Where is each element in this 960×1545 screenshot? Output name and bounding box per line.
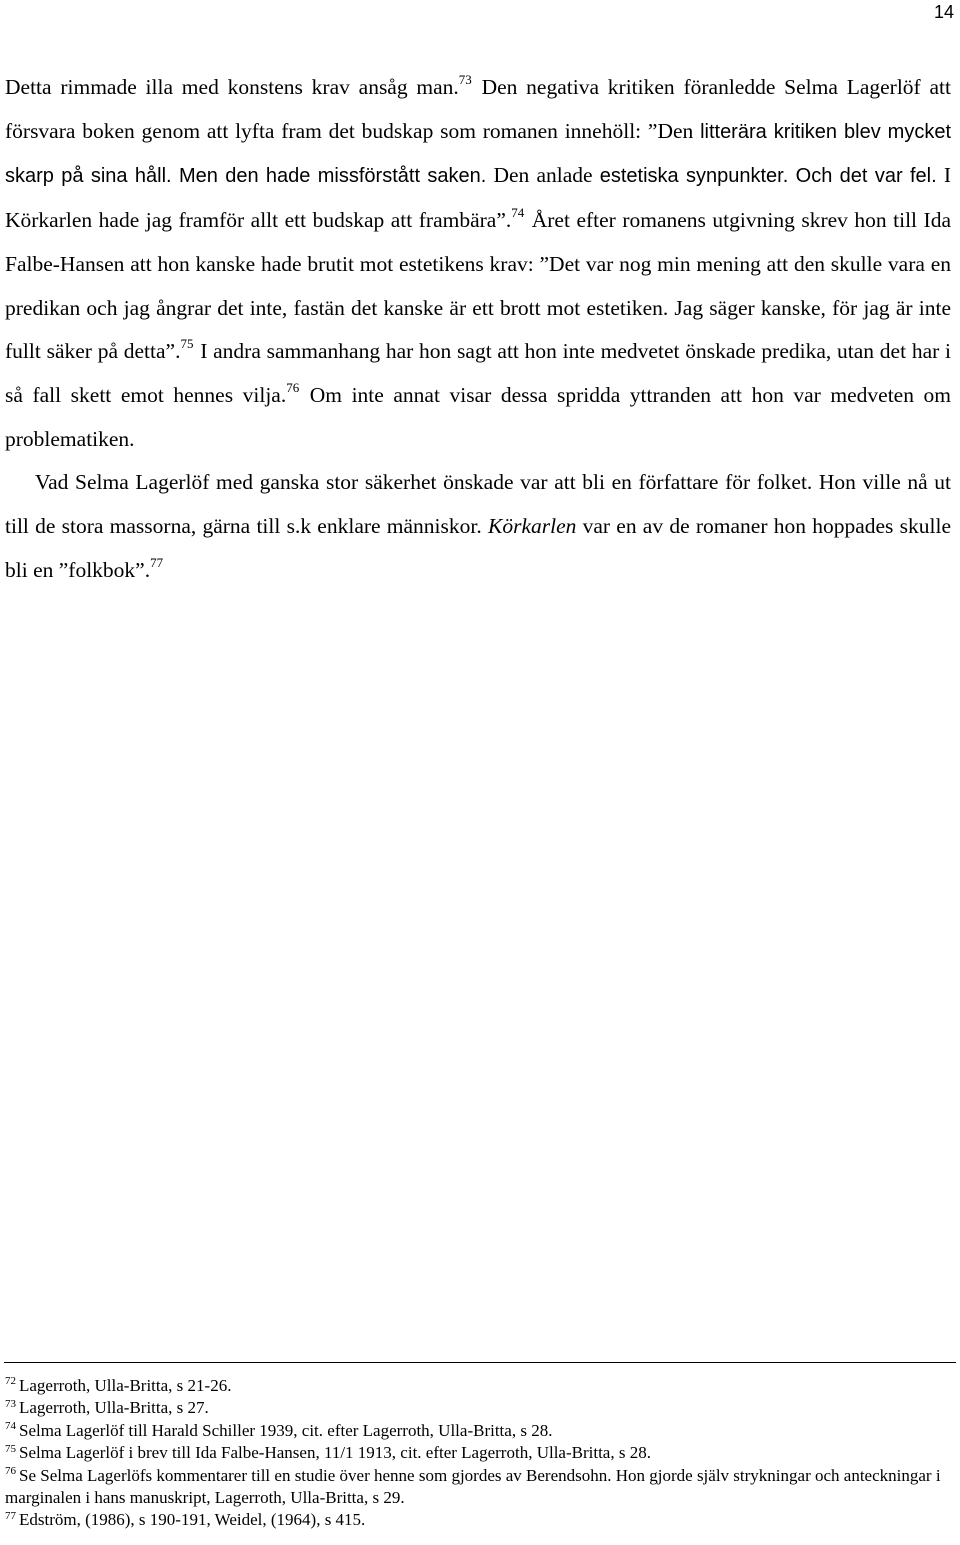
text-span: var en av de romaner hon hoppades skulle bli en ”folkbok”. bbox=[5, 514, 951, 582]
footnote-number: 76 bbox=[5, 1465, 16, 1478]
text-span: Den negativa kritiken föranledde Selma Lagerlöf att försvara boken genom att lyfta fram det budskap som romanen innehöll: ”Den bbox=[5, 75, 951, 143]
text-span: Detta rimmade illa med konstens krav ansåg man. bbox=[5, 75, 459, 99]
text-span: I andra sammanhang har hon sagt att hon inte medvetet önskade predika, utan det har i så fall skett emot hennes vilja. bbox=[5, 339, 951, 407]
footnote-73 bbox=[5, 1397, 951, 1419]
text-span: Året efter romanens utgivning skrev hon till Ida Falbe-Hansen att hon kanske hade brutit mot estetikens krav: ”Det var nog min mening att den skulle vara en predikan och jag ångrar det inte, fastän det kanske är ett brott mot estetiken. Jag säger kanske, för jag är inte fullt säker på detta”. bbox=[5, 208, 951, 364]
footnotes bbox=[5, 1375, 951, 1532]
footnote-ref-77: 77 bbox=[150, 554, 164, 570]
footnote-number: 75 bbox=[5, 1442, 16, 1455]
paragraph-2 bbox=[5, 461, 951, 592]
footnote-77 bbox=[5, 1509, 951, 1531]
text-span: Vad Selma Lagerlöf med ganska stor säkerhet önskade var att bli en författare för folket. Hon ville nå ut till de stora massorna, gärna till s.k enklare människor. bbox=[5, 470, 951, 539]
text-span: Om inte annat visar dessa spridda yttranden att hon var medveten om problematiken. bbox=[5, 382, 951, 451]
footnote-74 bbox=[5, 1420, 951, 1442]
page-number: 14 bbox=[933, 2, 954, 22]
footnote-text: Lagerroth, Ulla-Britta, s 21-26. bbox=[19, 1376, 232, 1395]
footnote-text: Selma Lagerlöf till Harald Schiller 1939, cit. efter Lagerroth, Ulla-Britta, s 28. bbox=[19, 1420, 553, 1440]
text-span: Den anlade bbox=[486, 163, 600, 188]
footnote-ref-74: 74 bbox=[511, 205, 525, 221]
quote-sans-span: estetiska synpunkter. Och det var fel. bbox=[599, 165, 937, 188]
footnote-number: 74 bbox=[5, 1420, 16, 1433]
footnote-number: 72 bbox=[5, 1375, 16, 1388]
footnote-text: Selma Lagerlöf i brev till Ida Falbe-Hansen, 11/1 1913, cit. efter Lagerroth, Ulla-Britta, s 28. bbox=[19, 1443, 651, 1463]
footnote-text: Edström, (1986), s 190-191, Weidel, (1964), s 415. bbox=[19, 1510, 366, 1530]
paragraph-1 bbox=[5, 66, 951, 461]
text-span: I Körkarlen hade jag framför allt ett budskap att frambära”. bbox=[5, 163, 951, 233]
footnote-72 bbox=[5, 1375, 951, 1397]
book-title: Körkarlen bbox=[487, 514, 577, 539]
footnote-text: Lagerroth, Ulla-Britta, s 27. bbox=[19, 1398, 209, 1418]
footnote-text: Se Selma Lagerlöfs kommentarer till en studie över henne som gjordes av Berendsohn. Hon gjorde själv strykningar och anteckningar i marginalen i hans manuskript, Lagerroth, Ulla-Britta, s 29. bbox=[5, 1465, 941, 1508]
footnote-ref-75: 75 bbox=[180, 336, 194, 352]
footnote-separator bbox=[4, 1362, 956, 1363]
footnote-number: 73 bbox=[5, 1397, 16, 1410]
footnote-ref-76: 76 bbox=[286, 380, 300, 396]
footnote-number: 77 bbox=[5, 1509, 16, 1522]
footnote-75 bbox=[5, 1442, 951, 1464]
footnote-ref-73: 73 bbox=[458, 72, 472, 88]
body-text bbox=[5, 66, 951, 592]
quote-sans-span: litterära kritiken blev mycket skarp på sina håll. Men den hade missförstått saken. bbox=[5, 120, 952, 188]
footnote-76 bbox=[5, 1465, 951, 1510]
